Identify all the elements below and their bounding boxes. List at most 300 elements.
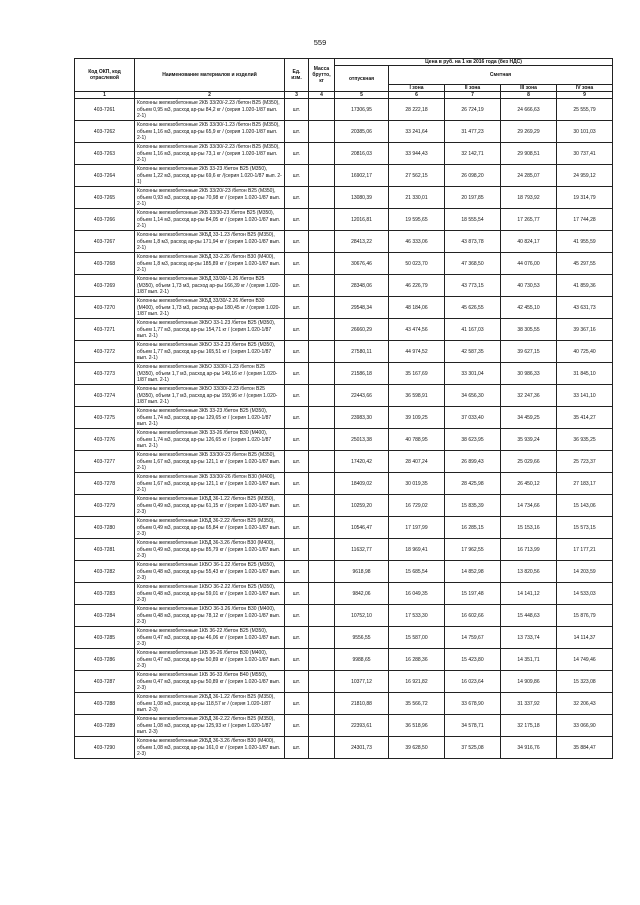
cell-zone2-price: 31 477,23 [445,121,501,143]
cell-mass [309,473,335,495]
cell-unit: шт. [285,737,309,759]
cell-name: Колонны железобетонные 2КБД 36-3.26 /бетон В30 (М400), объем 1,08 м3, расход ар-ры 161,0 кг / (серия 1.020-1/87 вып. 2-3) [135,737,285,759]
cell-unit: шт. [285,473,309,495]
cell-unit: шт. [285,539,309,561]
cell-zone4-price: 30 101,03 [557,121,613,143]
cell-name: Колонны железобетонные 2КБД 36-1.22 /бетон В25 (М350), объем 1,08 м3, расход ар-ры 118,57 кг / (серия 1.020-1/87 вып. 2-3) [135,693,285,715]
header-release: отпускная [335,66,389,92]
cell-zone3-price: 17 265,77 [501,209,557,231]
cell-zone2-price: 37 525,08 [445,737,501,759]
cell-zone3-price: 29 269,29 [501,121,557,143]
cell-zone1-price: 43 474,56 [389,319,445,341]
cell-release-price: 9842,06 [335,583,389,605]
cell-mass [309,275,335,297]
cell-zone3-price: 39 627,15 [501,341,557,363]
cell-name: Колонны железобетонные 3КБД 33/30/-1.26 /бетон В25 (М350), объем 1,73 м3, расход ар-ры 166,39 кг / (серия 1.020-1/87 вып. 2-1) [135,275,285,297]
cell-name: Колонны железобетонные 3КБД 33/30/-2.26 /бетон В30 (М400), объем 1,73 м3, расход ар-ры 180,45 кг / (серия 1.020-1/87 вып. 2-1) [135,297,285,319]
cell-unit: шт. [285,253,309,275]
table-row [75,319,613,341]
cell-release-price: 28348,06 [335,275,389,297]
cell-zone1-price: 16 921,82 [389,671,445,693]
cell-release-price: 13080,39 [335,187,389,209]
cell-zone2-price: 37 033,40 [445,407,501,429]
cell-mass [309,319,335,341]
cell-zone1-price: 21 330,01 [389,187,445,209]
cell-name: Колонны железобетонные 1КБД 36-2.22 /бетон В25 (М350), объем 0,49 м3, расход ар-ры 65,84 кг / (серия 1.020-1/87 вып. 2-3) [135,517,285,539]
cell-unit: шт. [285,407,309,429]
cell-mass [309,429,335,451]
cell-unit: шт. [285,495,309,517]
cell-zone3-price: 31 337,92 [501,693,557,715]
cell-release-price: 29548,34 [335,297,389,319]
cell-code: 403-7272 [75,341,135,363]
cell-zone3-price: 42 455,10 [501,297,557,319]
cell-zone3-price: 24 285,07 [501,165,557,187]
cell-zone1-price: 19 595,65 [389,209,445,231]
cell-release-price: 26660,29 [335,319,389,341]
cell-zone3-price: 15 153,16 [501,517,557,539]
cell-unit: шт. [285,363,309,385]
cell-unit: шт. [285,627,309,649]
cell-zone2-price: 32 142,71 [445,143,501,165]
cell-release-price: 10752,10 [335,605,389,627]
cell-name: Колонны железобетонные 3КБО 33-1.23 /бетон В25 (М350), объем 1,77 м3, расход ар-ры 154,71 кг / (серия 1.020-1/87 вып. 2-1) [135,319,285,341]
cell-zone1-price: 33 944,43 [389,143,445,165]
cell-release-price: 20385,06 [335,121,389,143]
table-row [75,495,613,517]
table-row [75,121,613,143]
cell-zone1-price: 50 023,70 [389,253,445,275]
cell-zone3-price: 29 908,51 [501,143,557,165]
cell-name: Колонны железобетонные 3КБ 33-23 /бетон В25 (М350), объем 1,74 м3, расход ар-ры 129,65 кг / (серия 1.020-1/87 вып. 2-1) [135,407,285,429]
header-name: Наименование материалов и изделий [135,59,285,92]
cell-unit: шт. [285,165,309,187]
cell-mass [309,297,335,319]
cell-name: Колонны железобетонные 1КБД 36-3.26 /бетон В30 (М400), объем 0,49 м3, расход ар-ры 85,79 кг / (серия 1.020-1/87 вып. 2-3) [135,539,285,561]
cell-name: Колонны железобетонные 2КБ 33/20/-23 /бетон В25 (М350), объем 0,93 м3, расход ар-ры 70,98 кг / (серия 1.020-1/87 вып. 2-1) [135,187,285,209]
cell-zone1-price: 17 197,99 [389,517,445,539]
cell-unit: шт. [285,605,309,627]
cell-zone2-price: 14 759,67 [445,627,501,649]
cell-release-price: 20816,03 [335,143,389,165]
cell-code: 403-7280 [75,517,135,539]
cell-zone1-price: 35 167,69 [389,363,445,385]
cell-zone4-price: 36 935,25 [557,429,613,451]
cell-release-price: 28413,22 [335,231,389,253]
cell-unit: шт. [285,693,309,715]
cell-zone4-price: 25 723,37 [557,451,613,473]
table-row [75,407,613,429]
table-row [75,451,613,473]
cell-zone3-price: 40 730,53 [501,275,557,297]
cell-code: 403-7283 [75,583,135,605]
cell-code: 403-7279 [75,495,135,517]
cell-code: 403-7274 [75,385,135,407]
cell-mass [309,495,335,517]
cell-zone3-price: 14 909,86 [501,671,557,693]
cell-zone1-price: 33 241,64 [389,121,445,143]
cell-unit: шт. [285,671,309,693]
cell-release-price: 21586,18 [335,363,389,385]
cell-unit: шт. [285,341,309,363]
cell-unit: шт. [285,583,309,605]
cell-zone2-price: 33 678,90 [445,693,501,715]
cell-zone4-price: 33 066,90 [557,715,613,737]
cell-zone2-price: 43 873,78 [445,231,501,253]
table-row [75,737,613,759]
cell-mass [309,517,335,539]
cell-zone4-price: 15 876,79 [557,605,613,627]
cell-unit: шт. [285,297,309,319]
cell-zone1-price: 48 184,06 [389,297,445,319]
cell-unit: шт. [285,385,309,407]
cell-release-price: 11632,77 [335,539,389,561]
cell-code: 403-7276 [75,429,135,451]
cell-zone1-price: 15 587,00 [389,627,445,649]
cell-mass [309,539,335,561]
cell-zone2-price: 45 626,55 [445,297,501,319]
cell-mass [309,693,335,715]
cell-zone2-price: 17 962,55 [445,539,501,561]
cell-zone3-price: 14 141,12 [501,583,557,605]
table-row [75,561,613,583]
column-number: 5 [335,92,389,99]
cell-mass [309,627,335,649]
cell-name: Колонны железобетонные 3КБД 33-1.23 /бетон В25 (М350), объем 1,8 м3, расход ар-ры 171,94 кг / (серия 1.020-1/87 вып. 2-1) [135,231,285,253]
cell-mass [309,363,335,385]
cell-release-price: 17306,95 [335,99,389,121]
table-row [75,627,613,649]
cell-zone4-price: 30 737,41 [557,143,613,165]
cell-zone4-price: 14 749,46 [557,649,613,671]
cell-zone1-price: 15 685,54 [389,561,445,583]
cell-zone4-price: 41 859,36 [557,275,613,297]
cell-code: 403-7286 [75,649,135,671]
cell-name: Колонны железобетонные 2КБ 33/30/-2.23 /бетон В25 (М350), объем 1,16 м3, расход ар-ры 73,1 кг / (серия 1.020-1/87 вып. 2-1) [135,143,285,165]
page-number: 559 [313,38,327,47]
cell-release-price: 17420,42 [335,451,389,473]
cell-zone2-price: 41 167,03 [445,319,501,341]
cell-zone2-price: 16 602,66 [445,605,501,627]
header-price-group: Цена в руб. на 1 кв 2016 года (без НДС) [335,59,613,66]
column-number: 7 [445,92,501,99]
cell-zone2-price: 33 301,04 [445,363,501,385]
cell-zone3-price: 13 733,74 [501,627,557,649]
cell-release-price: 25013,38 [335,429,389,451]
cell-zone4-price: 25 555,79 [557,99,613,121]
cell-zone1-price: 36 598,91 [389,385,445,407]
cell-zone4-price: 43 631,73 [557,297,613,319]
header-mass: Масса брутто, кг [309,59,335,92]
cell-zone1-price: 36 518,96 [389,715,445,737]
table-row [75,539,613,561]
cell-name: Колонны железобетонные 2КБ 33-23 /бетон В25 (М350), объем 1,22 м3, расход ар-ры 69,6 кг /(серия 1.020-1/87 вып. 2-1) [135,165,285,187]
price-table [74,58,613,759]
cell-unit: шт. [285,121,309,143]
table-row [75,363,613,385]
column-number: 1 [75,92,135,99]
cell-zone1-price: 44 974,52 [389,341,445,363]
cell-release-price: 12016,81 [335,209,389,231]
table-body [75,99,613,759]
cell-mass [309,737,335,759]
cell-zone2-price: 16 285,15 [445,517,501,539]
cell-code: 403-7265 [75,187,135,209]
cell-mass [309,209,335,231]
cell-zone1-price: 35 566,72 [389,693,445,715]
cell-zone1-price: 39 628,50 [389,737,445,759]
cell-zone1-price: 28 407,24 [389,451,445,473]
cell-zone3-price: 24 666,63 [501,99,557,121]
cell-name: Колонны железобетонные 3КБО 33-2.23 /бетон В25 (М350), объем 1,77 м3, расход ар-ры 165,51 кг / (серия 1.020-1/87 вып. 2-1) [135,341,285,363]
table-row [75,253,613,275]
cell-unit: шт. [285,187,309,209]
cell-zone4-price: 35 414,27 [557,407,613,429]
table-row [75,143,613,165]
cell-mass [309,231,335,253]
column-number: 9 [557,92,613,99]
cell-unit: шт. [285,99,309,121]
cell-zone4-price: 27 183,17 [557,473,613,495]
table-row [75,275,613,297]
table-row [75,671,613,693]
cell-zone3-price: 14 734,66 [501,495,557,517]
header-code: Код ОКП, код отраслевой [75,59,135,92]
cell-unit: шт. [285,429,309,451]
table-row [75,209,613,231]
column-number: 6 [389,92,445,99]
cell-zone4-price: 32 206,43 [557,693,613,715]
cell-unit: шт. [285,209,309,231]
table-row [75,341,613,363]
table-row [75,715,613,737]
cell-zone1-price: 39 109,25 [389,407,445,429]
cell-zone1-price: 16 729,02 [389,495,445,517]
cell-zone1-price: 18 969,41 [389,539,445,561]
cell-mass [309,583,335,605]
cell-zone4-price: 24 959,12 [557,165,613,187]
cell-code: 403-7264 [75,165,135,187]
cell-name: Колонны железобетонные 2КБ 33/30-23 /бетон В25 (М350), объем 1,14 м3, расход ар-ры 84,05 кг / (серия 1.020-1/87 вып. 2-1) [135,209,285,231]
table-row [75,583,613,605]
cell-zone3-price: 14 351,71 [501,649,557,671]
header-unit: Ед. изм. [285,59,309,92]
cell-zone2-price: 26 724,19 [445,99,501,121]
cell-release-price: 22443,66 [335,385,389,407]
cell-zone4-price: 14 533,03 [557,583,613,605]
cell-zone3-price: 32 175,18 [501,715,557,737]
cell-mass [309,253,335,275]
cell-name: Колонны железобетонные 3КБО 33/30/-1.23 /бетон В25 (М350), объем 1,7 м3, расход ар-ры 149,16 кг / (серия 1.020-1/87 вып. 2-1) [135,363,285,385]
cell-name: Колонны железобетонные 3КБО 33/30/-2.23 /бетон В25 (М350), объем 1,7 м3, расход ар-ры 159,96 кг / (серия 1.020-1/87 вып. 2-1) [135,385,285,407]
cell-mass [309,605,335,627]
cell-zone3-price: 40 824,17 [501,231,557,253]
cell-unit: шт. [285,319,309,341]
cell-zone1-price: 46 333,06 [389,231,445,253]
cell-mass [309,99,335,121]
table-row [75,473,613,495]
cell-zone3-price: 26 450,12 [501,473,557,495]
column-number: 2 [135,92,285,99]
cell-zone2-price: 42 587,35 [445,341,501,363]
cell-code: 403-7288 [75,693,135,715]
cell-zone4-price: 17 744,28 [557,209,613,231]
cell-code: 403-7270 [75,297,135,319]
cell-name: Колонны железобетонные 1КБД 36-1.22 /бетон В25 (М350), объем 0,49 м3, расход ар-ры 61,15 кг / (серия 1.020-1/87 вып. 2-3) [135,495,285,517]
cell-zone3-price: 15 448,63 [501,605,557,627]
cell-unit: шт. [285,143,309,165]
cell-release-price: 18409,02 [335,473,389,495]
column-number-row [75,92,613,99]
header-estimate: Сметная [389,66,613,85]
table-row [75,693,613,715]
cell-mass [309,385,335,407]
column-number: 3 [285,92,309,99]
cell-zone2-price: 28 425,98 [445,473,501,495]
cell-mass [309,187,335,209]
cell-zone3-price: 25 029,66 [501,451,557,473]
cell-zone3-price: 30 986,33 [501,363,557,385]
cell-name: Колонны железобетонные 1КБ 36-26 /бетон В30 (М400), объем 0,47 м3, расход ар-ры 50,89 кг / (серия 1.020-1/87 вып. 2-3) [135,649,285,671]
cell-zone4-price: 14 203,59 [557,561,613,583]
cell-zone2-price: 34 578,71 [445,715,501,737]
cell-code: 403-7269 [75,275,135,297]
cell-zone2-price: 34 656,30 [445,385,501,407]
cell-zone4-price: 41 955,59 [557,231,613,253]
cell-name: Колонны железобетонные 1КБО 36-2.22 /бетон В25 (М350), объем 0,48 м3, расход ар-ры 59,01 кг / (серия 1.020-1/87 вып. 2-3) [135,583,285,605]
cell-unit: шт. [285,649,309,671]
cell-zone2-price: 15 197,48 [445,583,501,605]
cell-zone4-price: 33 141,10 [557,385,613,407]
cell-zone1-price: 17 533,30 [389,605,445,627]
cell-zone4-price: 15 573,15 [557,517,613,539]
cell-code: 403-7267 [75,231,135,253]
cell-code: 403-7266 [75,209,135,231]
cell-name: Колонны железобетонные 1КБ 36-33 /бетон В40 (М550), объем 0,47 м3, расход ар-ры 50,89 кг / (серия 1.020-1/87 вып. 2-3) [135,671,285,693]
cell-zone3-price: 44 076,00 [501,253,557,275]
table-row [75,517,613,539]
cell-zone4-price: 15 323,08 [557,671,613,693]
cell-zone4-price: 19 314,79 [557,187,613,209]
cell-code: 403-7262 [75,121,135,143]
cell-name: Колонны железобетонные 3КБД 33-2.26 /бетон В30 (М400), объем 1,8 м3, расход ар-ры 185,89 кг / (серия 1.020-1/87 вып. 2-1) [135,253,285,275]
cell-release-price: 10546,47 [335,517,389,539]
cell-code: 403-7282 [75,561,135,583]
cell-zone4-price: 31 845,10 [557,363,613,385]
cell-unit: шт. [285,715,309,737]
cell-zone2-price: 15 423,80 [445,649,501,671]
cell-release-price: 22393,61 [335,715,389,737]
cell-unit: шт. [285,231,309,253]
cell-mass [309,451,335,473]
cell-release-price: 16902,17 [335,165,389,187]
cell-code: 403-7287 [75,671,135,693]
table-row [75,99,613,121]
cell-code: 403-7271 [75,319,135,341]
cell-name: Колонны железобетонные 1КБО 36-1.22 /бетон В25 (М350), объем 0,48 м3, расход ар-ры 55,43 кг / (серия 1.020-1/87 вып. 2-3) [135,561,285,583]
cell-zone4-price: 45 297,55 [557,253,613,275]
header-zone4: IV зона [557,84,613,91]
cell-mass [309,143,335,165]
cell-zone2-price: 43 773,15 [445,275,501,297]
cell-code: 403-7281 [75,539,135,561]
cell-mass [309,561,335,583]
cell-release-price: 24301,73 [335,737,389,759]
cell-zone3-price: 16 713,99 [501,539,557,561]
cell-zone2-price: 38 623,95 [445,429,501,451]
cell-zone3-price: 34 459,25 [501,407,557,429]
cell-release-price: 27580,11 [335,341,389,363]
cell-zone2-price: 47 368,50 [445,253,501,275]
cell-code: 403-7278 [75,473,135,495]
cell-zone3-price: 35 939,24 [501,429,557,451]
cell-zone4-price: 17 177,21 [557,539,613,561]
header-zone1: I зона [389,84,445,91]
cell-release-price: 9988,65 [335,649,389,671]
cell-code: 403-7275 [75,407,135,429]
table-row [75,649,613,671]
cell-unit: шт. [285,517,309,539]
cell-zone3-price: 38 305,55 [501,319,557,341]
table-row [75,165,613,187]
cell-code: 403-7263 [75,143,135,165]
cell-release-price: 23983,30 [335,407,389,429]
cell-unit: шт. [285,451,309,473]
cell-name: Колонны железобетонные 2КБ 33/30/-1.23 /бетон В25 (М350), объем 1,16 м3, расход ар-ры 65,9 кг / (серия 1.020-1/87 вып. 2-1) [135,121,285,143]
cell-name: Колонны железобетонные 1КБО 36-3.26 /бетон В30 (М400), объем 0,48 м3, расход ар-ры 78,12 кг / (серия 1.020-1/87 вып. 2-3) [135,605,285,627]
cell-zone4-price: 15 143,06 [557,495,613,517]
table-row [75,297,613,319]
cell-zone2-price: 26 899,43 [445,451,501,473]
cell-zone2-price: 15 835,39 [445,495,501,517]
column-number: 4 [309,92,335,99]
cell-name: Колонны железобетонные 3КБ 33/30/-26 /бетон В30 (М400), объем 1,67 м3, расход ар-ры 121,1 кг / (серия 1.020-1/87 вып. 2-1) [135,473,285,495]
cell-release-price: 21810,88 [335,693,389,715]
cell-code: 403-7290 [75,737,135,759]
cell-mass [309,341,335,363]
table-row [75,605,613,627]
cell-zone4-price: 35 884,47 [557,737,613,759]
cell-unit: шт. [285,275,309,297]
cell-zone4-price: 14 114,37 [557,627,613,649]
cell-code: 403-7284 [75,605,135,627]
cell-zone2-price: 20 197,85 [445,187,501,209]
header-zone3: III зона [501,84,557,91]
table-row [75,429,613,451]
cell-zone1-price: 16 288,36 [389,649,445,671]
cell-zone1-price: 40 788,95 [389,429,445,451]
cell-zone2-price: 14 852,98 [445,561,501,583]
cell-mass [309,407,335,429]
cell-release-price: 10377,12 [335,671,389,693]
cell-zone1-price: 28 222,18 [389,99,445,121]
cell-zone3-price: 18 793,92 [501,187,557,209]
cell-zone1-price: 16 049,35 [389,583,445,605]
cell-zone4-price: 40 725,40 [557,341,613,363]
cell-mass [309,649,335,671]
cell-name: Колонны железобетонные 2КБД 36-2.22 /бетон В25 (М350), объем 1,08 м3, расход ар-ры 125,93 кг / (серия 1.020-1/87 вып. 2-3) [135,715,285,737]
cell-release-price: 9618,98 [335,561,389,583]
cell-release-price: 9556,55 [335,627,389,649]
cell-code: 403-7273 [75,363,135,385]
cell-mass [309,121,335,143]
cell-zone1-price: 27 562,15 [389,165,445,187]
cell-zone1-price: 30 019,35 [389,473,445,495]
cell-zone2-price: 26 098,20 [445,165,501,187]
table-row [75,187,613,209]
cell-name: Колонны железобетонные 1КБ 36-22 /бетон В25 (М350), объем 0,47 м3, расход ар-ры 46,06 кг / (серия 1.020-1/87 вып. 2-3) [135,627,285,649]
cell-release-price: 30676,46 [335,253,389,275]
